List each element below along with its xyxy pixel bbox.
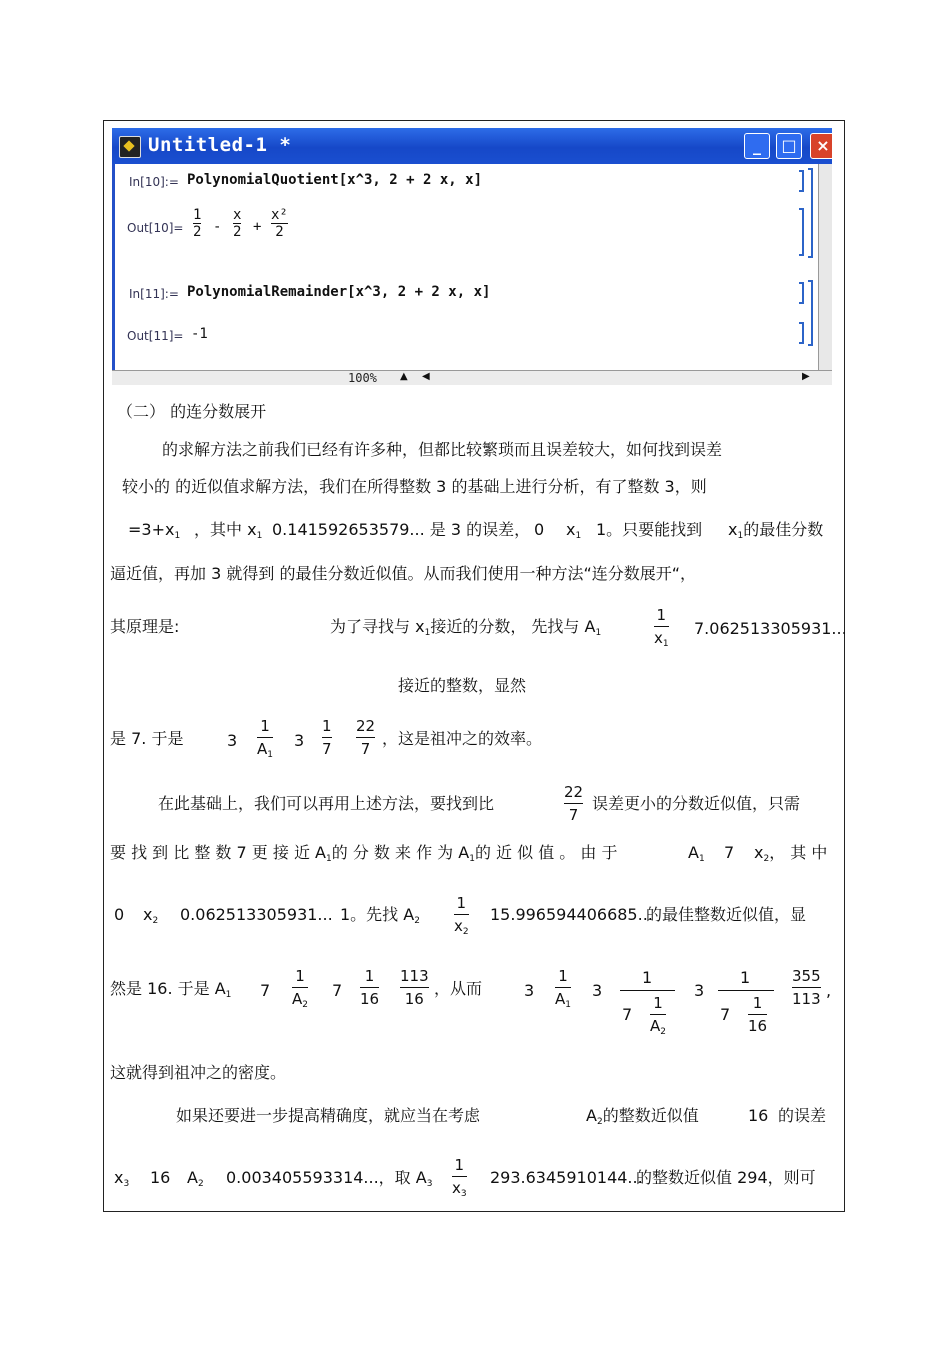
p2c-x2: $x_2$: [143, 905, 159, 926]
p3b-val: 0.003405593314...，取 $A_3$: [226, 1168, 433, 1189]
p2c-val2: 15.996594406685...: [490, 905, 653, 924]
p2d-frac-final: 355 113: [792, 967, 821, 1008]
out11-value: -1: [191, 326, 208, 342]
p3a-A2: $A_2$的整数近似值: [586, 1106, 699, 1127]
maximize-button[interactable]: □: [776, 133, 802, 159]
p2c-0: 0: [114, 905, 125, 924]
p2d-g2-bar: [620, 990, 675, 991]
p1e-fraction: 1 $x_1$: [654, 606, 669, 649]
p1g-3b: 3: [294, 731, 305, 750]
p2b-A1: $A_1$: [688, 843, 705, 864]
p2d-comma: ,: [826, 981, 832, 1000]
p2d-thus: ，从而: [434, 979, 483, 998]
in10-code[interactable]: PolynomialQuotient[x^3, 2 + 2 x, x]: [187, 172, 483, 188]
p2d-g2-7: 7: [622, 1005, 633, 1024]
p1c-where: ，其中 $x_1$: [194, 520, 263, 541]
p3b-x3: $x_3$: [114, 1168, 130, 1189]
in11-label: In[11]:=: [129, 287, 179, 301]
p2d-g3-bar: [718, 990, 774, 991]
p3b-16: 16: [150, 1168, 171, 1187]
p1e-value: 7.062513305931...: [694, 619, 847, 638]
p2c-find: 1。先找 $A_2$: [340, 905, 420, 926]
p1e-text: 为了寻找与 $x_1$接近的分数， 先找与 $A_1$: [330, 617, 602, 638]
minimize-button[interactable]: _: [744, 133, 770, 159]
p3b-frac: 1 $x_3$: [452, 1156, 467, 1199]
p2d-7a: 7: [260, 981, 271, 1000]
para1-line1: 的求解方法之前我们已经有许多种，但都比较繁琐而且误差较大，如何找到误差: [162, 440, 723, 459]
p2c-val: 0.062513305931...: [180, 905, 333, 924]
out10-plus: +: [253, 219, 262, 235]
out10-term2: x 2: [233, 207, 242, 240]
p1c-find: 1。只要能找到: [596, 520, 703, 539]
p1f: 接近的整数，显然: [398, 676, 527, 695]
p1g-frac1: 1 $A_1$: [257, 717, 273, 760]
p2a-end: 误差更小的分数近似值，只需: [592, 794, 801, 813]
p2d-frac3: 113 16: [400, 967, 429, 1008]
p3b-val2: 293.6345910144...: [490, 1168, 643, 1187]
p2a-start: 在此基础上，我们可以再用上述方法，要找到比: [158, 794, 495, 813]
title-bar[interactable]: [112, 128, 832, 164]
scroll-right-icon[interactable]: ▶: [802, 371, 810, 382]
notebook-content[interactable]: [112, 164, 818, 384]
p2d-3b: 3: [592, 981, 603, 1000]
p2d-3a: 3: [524, 981, 535, 1000]
p1c-error: 0.141592653579... 是 3 的误差，: [272, 520, 531, 539]
p1e-principle: 其原理是:: [110, 617, 180, 636]
out10-label: Out[10]=: [127, 221, 184, 235]
close-button[interactable]: ×: [810, 133, 832, 159]
p1g-frac3: 22 7: [356, 717, 376, 758]
p1c-zero: 0: [534, 520, 545, 539]
p1c-x1c: $x_1$: [566, 520, 582, 541]
p2d-g3-7: 7: [720, 1005, 731, 1024]
p1g-start: 是 7. 于是: [110, 729, 184, 748]
p2d-frac2: 1 16: [360, 967, 380, 1008]
p3b-A2: $A_2$: [187, 1168, 204, 1189]
scroll-left-icon[interactable]: ◀: [422, 371, 430, 382]
p1g-3a: 3: [227, 731, 238, 750]
notebook-window: [112, 128, 832, 385]
section-heading: （二） 的连分数展开: [117, 402, 267, 421]
in10-label: In[10]:=: [129, 175, 179, 189]
p3a-16: 16: [748, 1106, 769, 1125]
para1-line2: 较小的 的近似值求解方法，我们在所得整数 3 的基础上进行分析，有了整数 3，则: [122, 477, 707, 496]
out10-term3: x² 2: [271, 207, 288, 240]
out10-term1: 1 2: [193, 207, 202, 240]
p2c-frac: 1 $x_2$: [454, 894, 469, 937]
p2d-frac4: 1 $A_1$: [555, 967, 571, 1010]
p1c-best: $x_1$的最佳分数: [728, 520, 824, 541]
p2d-g3-inner: 1 16: [748, 994, 768, 1035]
cell-bracket-in11[interactable]: [799, 282, 804, 304]
p3b-end: 的整数近似值 294，则可: [636, 1168, 816, 1187]
in11-code[interactable]: PolynomialRemainder[x^3, 2 + 2 x, x]: [187, 284, 491, 300]
para1-line4: 逼近值，再加 3 就得到 的最佳分数近似值。从而我们使用一种方法“连分数展开“，: [110, 564, 697, 583]
p2d-g3-num: 1: [740, 968, 751, 987]
zoom-level[interactable]: 100%: [348, 371, 377, 385]
p2d-g2-inner: 1 $A_2$: [650, 994, 666, 1037]
mathematica-app-icon: [119, 136, 141, 158]
cell-bracket-in10[interactable]: [799, 170, 804, 192]
p2d-g2-num: 1: [642, 968, 653, 987]
p3a-end: 的误差: [778, 1106, 827, 1125]
p2b-x2: $x_2$， 其 中: [754, 843, 828, 864]
p2e: 这就得到祖冲之的密度。: [110, 1063, 287, 1082]
p2b-7: 7: [724, 843, 735, 862]
p2d-frac1: 1 $A_2$: [292, 967, 308, 1010]
status-bar: [112, 370, 832, 385]
p2a-frac: 22 7: [564, 783, 584, 824]
p1c-eq: $=3+x_1$: [128, 520, 181, 541]
p3a-start: 如果还要进一步提高精确度，就应当在考虑: [176, 1106, 481, 1125]
cell-bracket-out11[interactable]: [799, 322, 804, 344]
out10-minus: -: [213, 219, 222, 235]
p1g-frac2: 1 7: [322, 717, 332, 758]
group-bracket-11[interactable]: [808, 280, 813, 346]
cell-bracket-out10[interactable]: [799, 208, 804, 256]
group-bracket-10[interactable]: [808, 168, 813, 258]
p2d-start: 然是 16. 于是 $A_1$: [110, 979, 232, 1000]
p2d-3c: 3: [694, 981, 705, 1000]
window-title: Untitled-1 *: [148, 134, 292, 156]
p1g-end: ，这是祖冲之的效率。: [382, 729, 543, 748]
p2d-7b: 7: [332, 981, 343, 1000]
out11-label: Out[11]=: [127, 329, 184, 343]
p2c-end: 的最佳整数近似值，显: [646, 905, 807, 924]
vertical-scrollbar[interactable]: [818, 164, 832, 370]
p2b: 要 找 到 比 整 数 7 更 接 近 $A_1$的 分 数 来 作 为 $A_1$的 近 似 值 。 由 于: [110, 843, 618, 864]
zoom-up-icon[interactable]: ▲: [400, 371, 408, 382]
